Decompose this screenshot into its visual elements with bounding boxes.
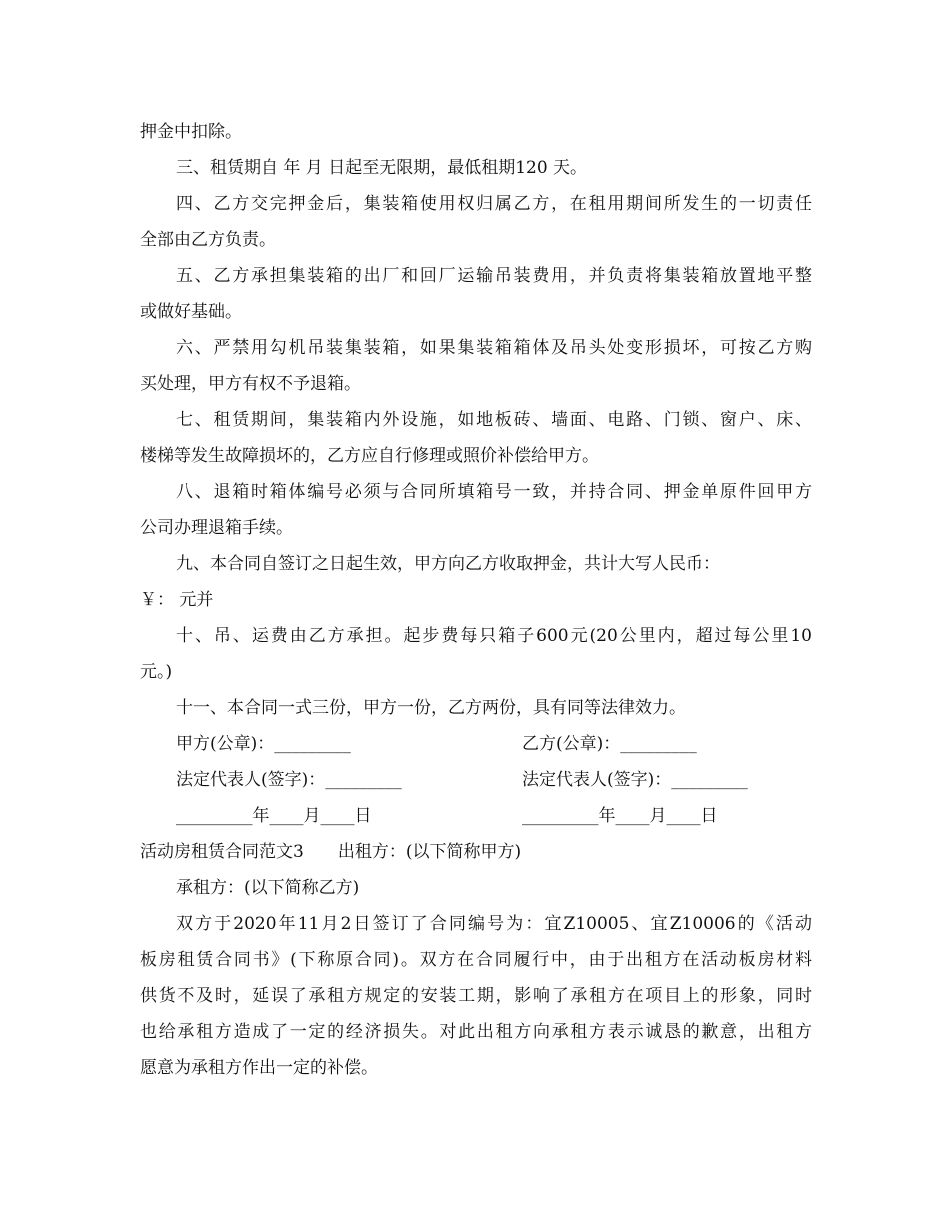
- party-b-seal: 乙方(公章)：_________: [522, 734, 697, 754]
- clause-9-line-1: 九、本合同自签订之日起生效，甲方向乙方收取押金，共计大写人民币：: [176, 554, 720, 574]
- party-a-seal: 甲方(公章)：_________: [176, 734, 351, 754]
- second-contract-heading: 活动房租赁合同范文3 出租方：(以下简称甲方): [140, 842, 522, 862]
- clause-5-line-1: 五、乙方承担集装箱的出厂和回厂运输吊装费用，并负责将集装箱放置地平整: [176, 266, 812, 286]
- clause-3: 三、租赁期自 年 月 日起至无限期，最低租期120 天。: [176, 158, 588, 178]
- clause-5-line-2: 或做好基础。: [140, 302, 242, 322]
- party-a-representative: 法定代表人(签字)：_________: [176, 770, 402, 790]
- party-a-date: _________年____月____日: [176, 806, 372, 826]
- clause-10-line-2: 元。): [140, 662, 173, 682]
- agreement-paragraph-line-1: 双方于2020年11月2日签订了合同编号为：宜Z10005、宜Z10006的《活动: [176, 914, 812, 934]
- clause-11: 十一、本合同一式三份，甲方一份，乙方两份，具有同等法律效力。: [176, 698, 686, 718]
- agreement-paragraph-line-4: 也给承租方造成了一定的经济损失。对此出租方向承租方表示诚恳的歉意，出租方: [140, 1022, 812, 1042]
- clause-7-line-1: 七、租赁期间，集装箱内外设施，如地板砖、墙面、电路、门锁、窗户、床、: [176, 410, 812, 430]
- clause-7-line-2: 楼梯等发生故障损坏的，乙方应自行修理或照价补偿给甲方。: [140, 446, 599, 466]
- clause-8-line-1: 八、退箱时箱体编号必须与合同所填箱号一致，并持合同、押金单原件回甲方: [176, 482, 812, 502]
- clause-9-line-2: ￥： 元并: [140, 590, 214, 610]
- agreement-paragraph-line-2: 板房租赁合同书》(下称原合同)。双方在合同履行中，由于出租方在活动板房材料: [140, 950, 812, 970]
- clause-10-line-1: 十、吊、运费由乙方承担。起步费每只箱子600元(20公里内，超过每公里10: [176, 626, 812, 646]
- clause-6-line-1: 六、严禁用勾机吊装集装箱，如果集装箱箱体及吊头处变形损坏，可按乙方购: [176, 338, 812, 358]
- clause-6-line-2: 买处理，甲方有权不予退箱。: [140, 374, 361, 394]
- party-b-date: _________年____月____日: [522, 806, 718, 826]
- clause-2-end: 押金中扣除。: [140, 122, 242, 142]
- agreement-paragraph-line-3: 供货不及时，延误了承租方规定的安装工期，影响了承租方在项目上的形象，同时: [140, 986, 812, 1006]
- clause-4-line-1: 四、乙方交完押金后，集装箱使用权归属乙方，在租用期间所发生的一切责任: [176, 194, 812, 214]
- party-b-representative: 法定代表人(签字)：_________: [522, 770, 748, 790]
- agreement-paragraph-line-5: 愿意为承租方作出一定的补偿。: [140, 1058, 378, 1078]
- clause-4-line-2: 全部由乙方负责。: [140, 230, 276, 250]
- clause-8-line-2: 公司办理退箱手续。: [140, 518, 293, 538]
- lessee-line: 承租方：(以下简称乙方): [176, 878, 360, 898]
